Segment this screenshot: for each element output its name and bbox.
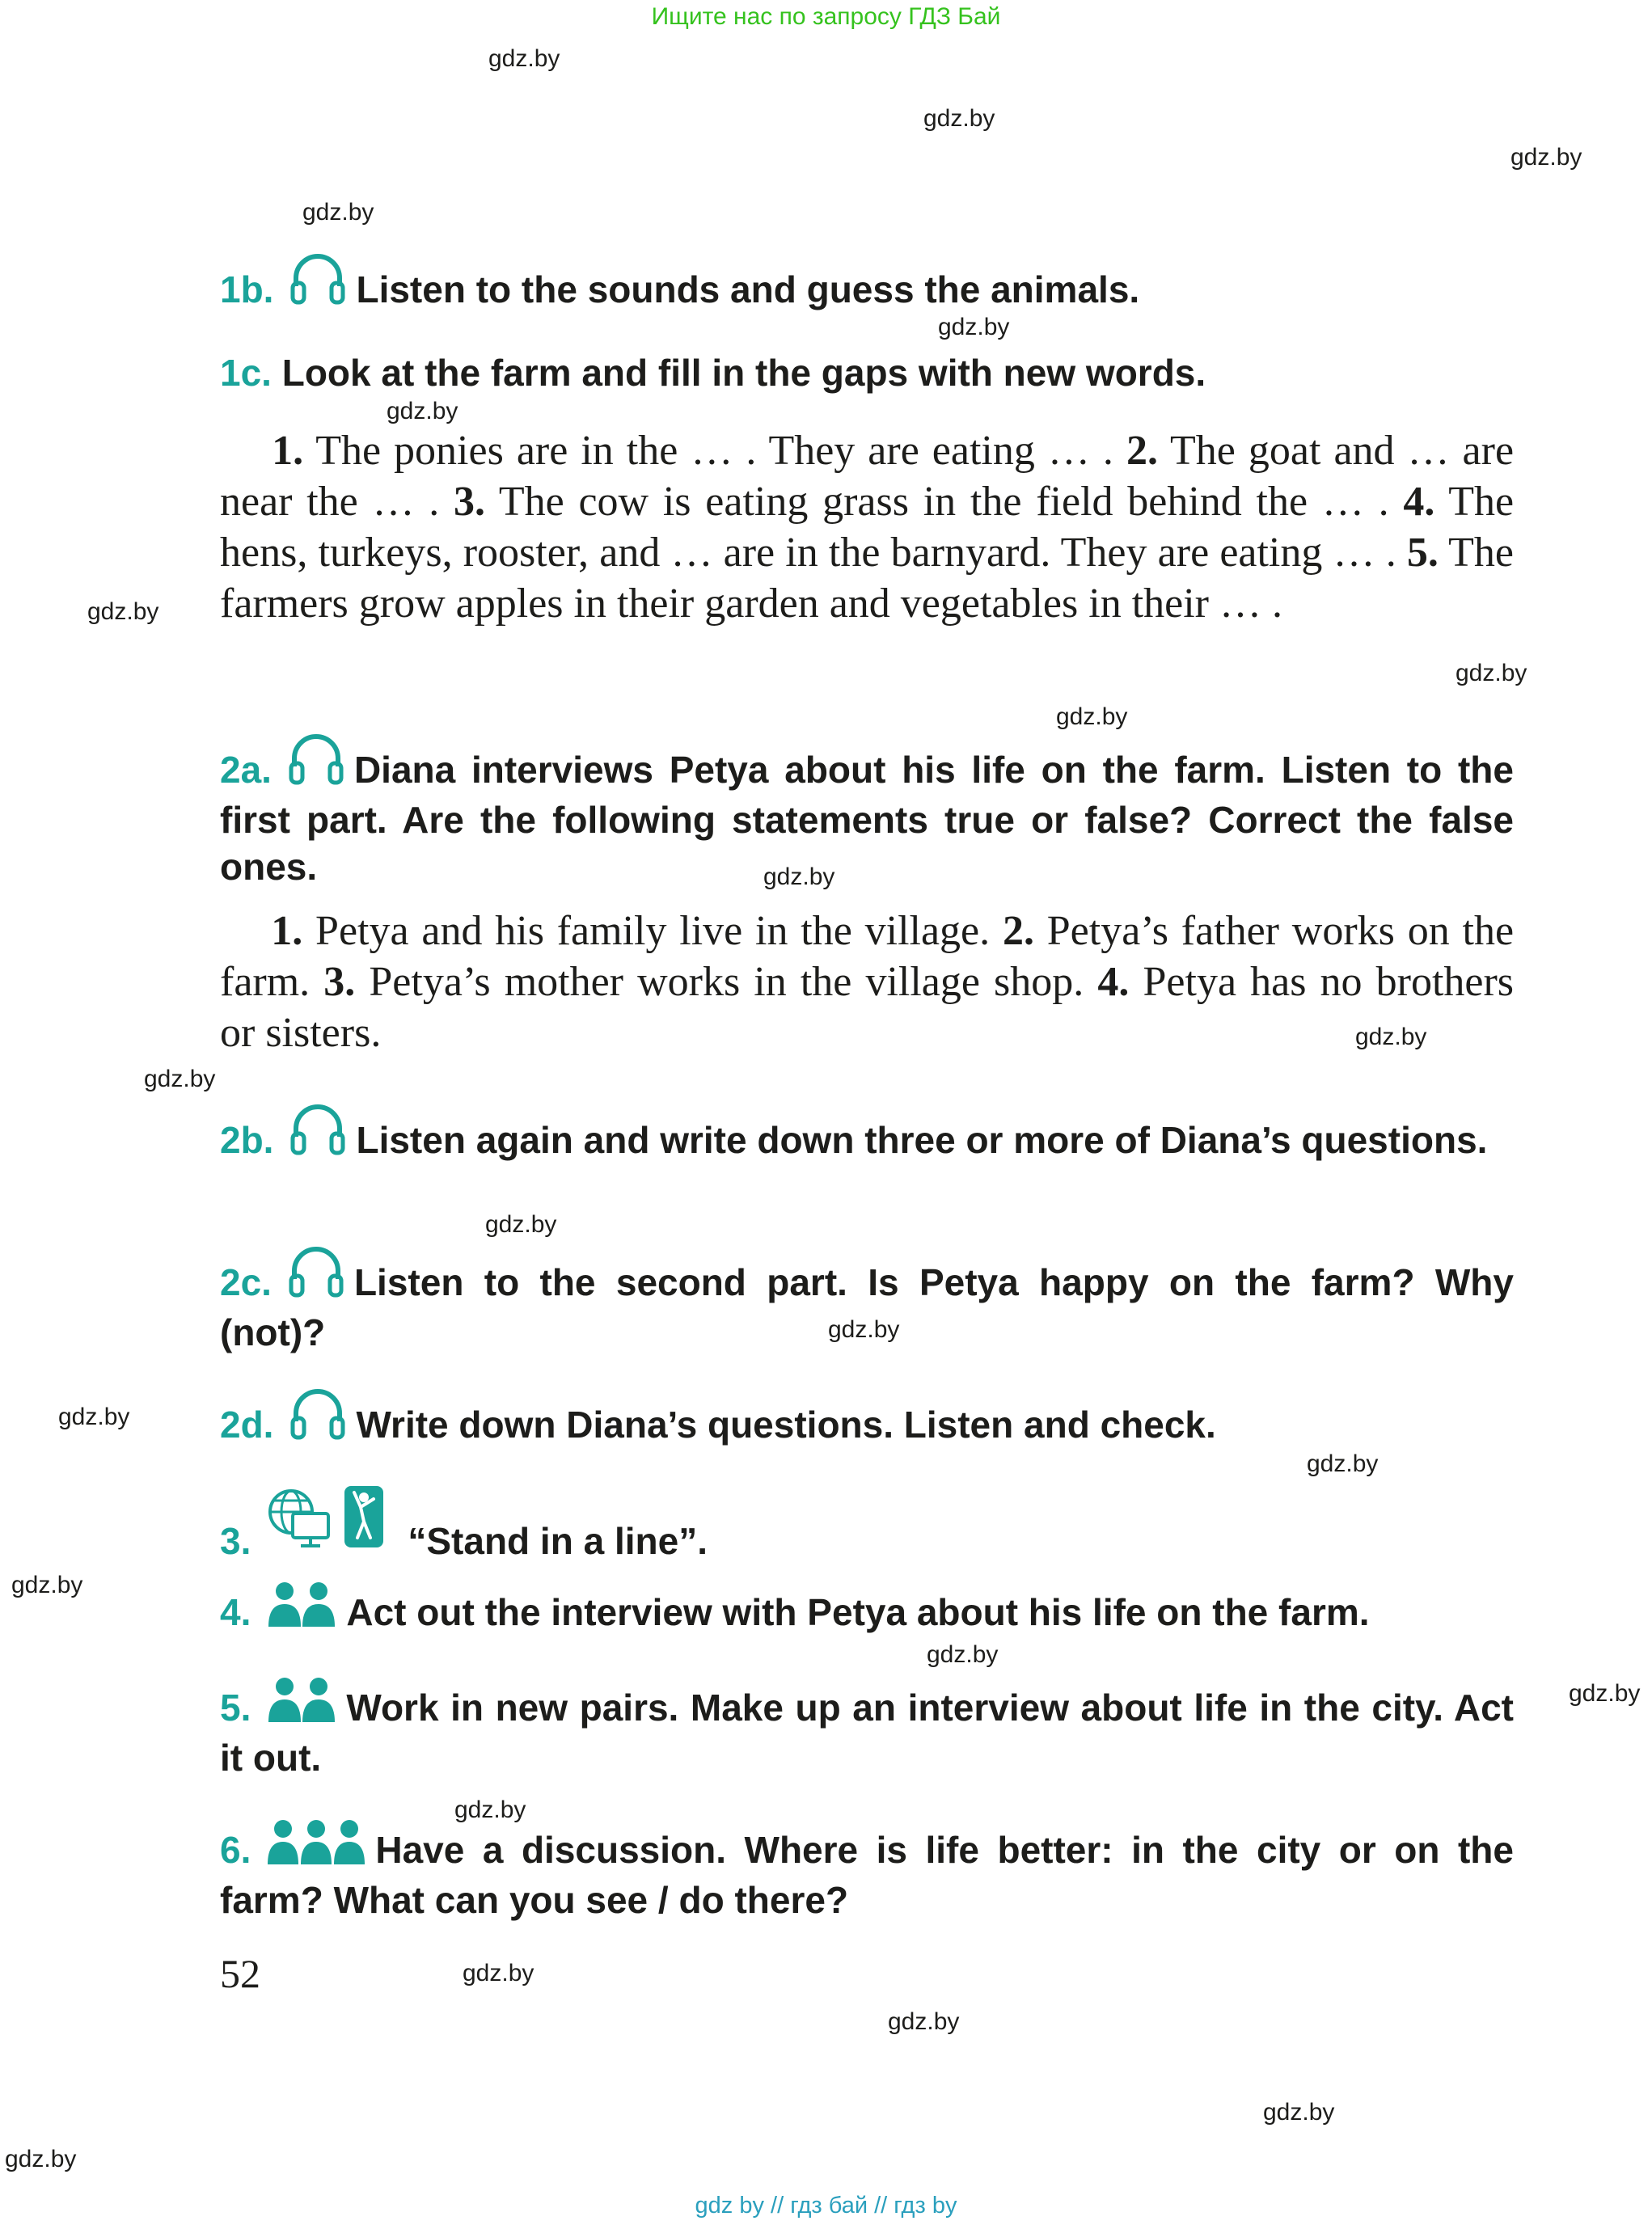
task-number: 2c. bbox=[220, 1261, 272, 1303]
task-number: 2d. bbox=[220, 1404, 274, 1446]
task-number: 2a. bbox=[220, 749, 272, 791]
headphones-icon bbox=[288, 1389, 348, 1451]
item-number: 1. bbox=[272, 428, 304, 474]
task-text: Listen again and write down three or more of Diana’s questions. bbox=[356, 1119, 1488, 1161]
item-number: 2. bbox=[1002, 908, 1034, 954]
watermark: gdz.by bbox=[888, 2008, 960, 2035]
exercise-1c-text bbox=[220, 425, 1514, 629]
task-2d bbox=[220, 1389, 1514, 1451]
globe-computer-icon bbox=[265, 1486, 333, 1560]
task-number: 5. bbox=[220, 1687, 251, 1729]
item-text: The cow is eating grass in the field behind the … . bbox=[498, 479, 1389, 525]
task-text: Write down Diana’s questions. Listen and check. bbox=[356, 1404, 1216, 1446]
headphones-icon bbox=[286, 1247, 346, 1309]
watermark: gdz.by bbox=[763, 863, 835, 890]
watermark: gdz.by bbox=[923, 105, 995, 132]
watermark: gdz.by bbox=[1263, 2099, 1335, 2126]
pair-icon bbox=[265, 1580, 338, 1639]
watermark: gdz.by bbox=[1355, 1024, 1427, 1050]
headphones-icon bbox=[286, 734, 346, 796]
task-1c bbox=[220, 349, 1514, 396]
watermark: gdz.by bbox=[828, 1316, 900, 1343]
task-text: Diana interviews Petya about his life on the farm. Listen to the first part. Are the following statements true or false? Correct the false ones. bbox=[220, 749, 1514, 888]
task-5 bbox=[220, 1675, 1514, 1781]
item-number: 3. bbox=[323, 959, 356, 1005]
item-number: 4. bbox=[1097, 959, 1130, 1005]
item-text: The ponies are in the … . They are eating … . bbox=[315, 428, 1113, 474]
task-4 bbox=[220, 1580, 1514, 1639]
task-3 bbox=[220, 1484, 1514, 1564]
watermark: gdz.by bbox=[58, 1404, 130, 1430]
task-text: Look at the farm and fill in the gaps with new words. bbox=[281, 352, 1206, 394]
headphones-icon bbox=[288, 254, 348, 316]
item-text: Petya’s father works on the farm. bbox=[220, 908, 1515, 1005]
watermark: gdz.by bbox=[463, 1960, 534, 1986]
task-2a bbox=[220, 734, 1514, 890]
task-number: 1c. bbox=[220, 352, 272, 394]
item-number: 1. bbox=[271, 908, 303, 954]
item-text: The farmers grow apples in their garden and vegetables in their … . bbox=[220, 530, 1515, 627]
task-text: “Stand in a line”. bbox=[408, 1520, 708, 1562]
item-text: Petya and his family live in the village. bbox=[315, 908, 991, 954]
watermark: gdz.by bbox=[87, 598, 159, 625]
headphones-icon bbox=[288, 1104, 348, 1167]
watermark: gdz.by bbox=[1569, 1680, 1641, 1707]
pair-icon bbox=[265, 1675, 338, 1734]
page-number: 52 bbox=[220, 1951, 260, 1996]
task-text: Have a discussion. Where is life better: in the city or on the farm? What can you see / do there? bbox=[220, 1829, 1514, 1921]
item-number: 2. bbox=[1126, 428, 1158, 474]
task-text: Work in new pairs. Make up an interview about life in the city. Act it out. bbox=[220, 1687, 1514, 1779]
task-2c bbox=[220, 1247, 1514, 1356]
task-number: 3. bbox=[220, 1520, 251, 1562]
task-number: 2b. bbox=[220, 1119, 274, 1161]
watermark: gdz.by bbox=[1510, 144, 1582, 171]
task-text: Listen to the second part. Is Petya happy on the farm? Why (not)? bbox=[220, 1261, 1514, 1353]
watermark: gdz.by bbox=[488, 45, 560, 72]
bottom-banner[interactable]: gdz by // гдз бай // гдз by bbox=[695, 2193, 957, 2219]
watermark: gdz.by bbox=[927, 1641, 999, 1668]
item-number: 3. bbox=[454, 479, 486, 525]
watermark: gdz.by bbox=[144, 1066, 216, 1092]
watermark: gdz.by bbox=[5, 2146, 77, 2172]
item-text: Petya has no brothers or sisters. bbox=[220, 959, 1515, 1056]
item-number: 4. bbox=[1403, 479, 1435, 525]
top-banner[interactable]: Ищите нас по запросу ГДЗ Бай bbox=[651, 3, 1001, 30]
group-icon bbox=[265, 1818, 367, 1877]
task-number: 1b. bbox=[220, 268, 274, 310]
task-text: Act out the interview with Petya about his life on the farm. bbox=[346, 1591, 1370, 1633]
watermark: gdz.by bbox=[485, 1211, 557, 1238]
watermark: gdz.by bbox=[454, 1796, 526, 1823]
watermark: gdz.by bbox=[302, 199, 374, 226]
watermark: gdz.by bbox=[938, 314, 1010, 340]
watermark: gdz.by bbox=[11, 1572, 83, 1598]
watermark: gdz.by bbox=[387, 398, 458, 424]
task-text: Listen to the sounds and guess the animals. bbox=[356, 268, 1140, 310]
task-2b bbox=[220, 1104, 1514, 1167]
watermark: gdz.by bbox=[1456, 660, 1527, 686]
task-number: 6. bbox=[220, 1829, 251, 1871]
exercise-2a-text bbox=[220, 906, 1514, 1058]
task-1b bbox=[220, 254, 1514, 316]
item-text: The goat and … are near the … . bbox=[220, 428, 1515, 525]
item-text: Petya’s mother works in the village shop. bbox=[369, 959, 1084, 1005]
dancing-person-icon bbox=[343, 1484, 385, 1560]
item-text: The hens, turkeys, rooster, and … are in the barnyard. They are eating … . bbox=[220, 479, 1515, 576]
item-number: 5. bbox=[1406, 530, 1439, 576]
task-6 bbox=[220, 1818, 1514, 1923]
watermark: gdz.by bbox=[1056, 703, 1128, 730]
task-number: 4. bbox=[220, 1591, 251, 1633]
watermark: gdz.by bbox=[1307, 1450, 1379, 1477]
